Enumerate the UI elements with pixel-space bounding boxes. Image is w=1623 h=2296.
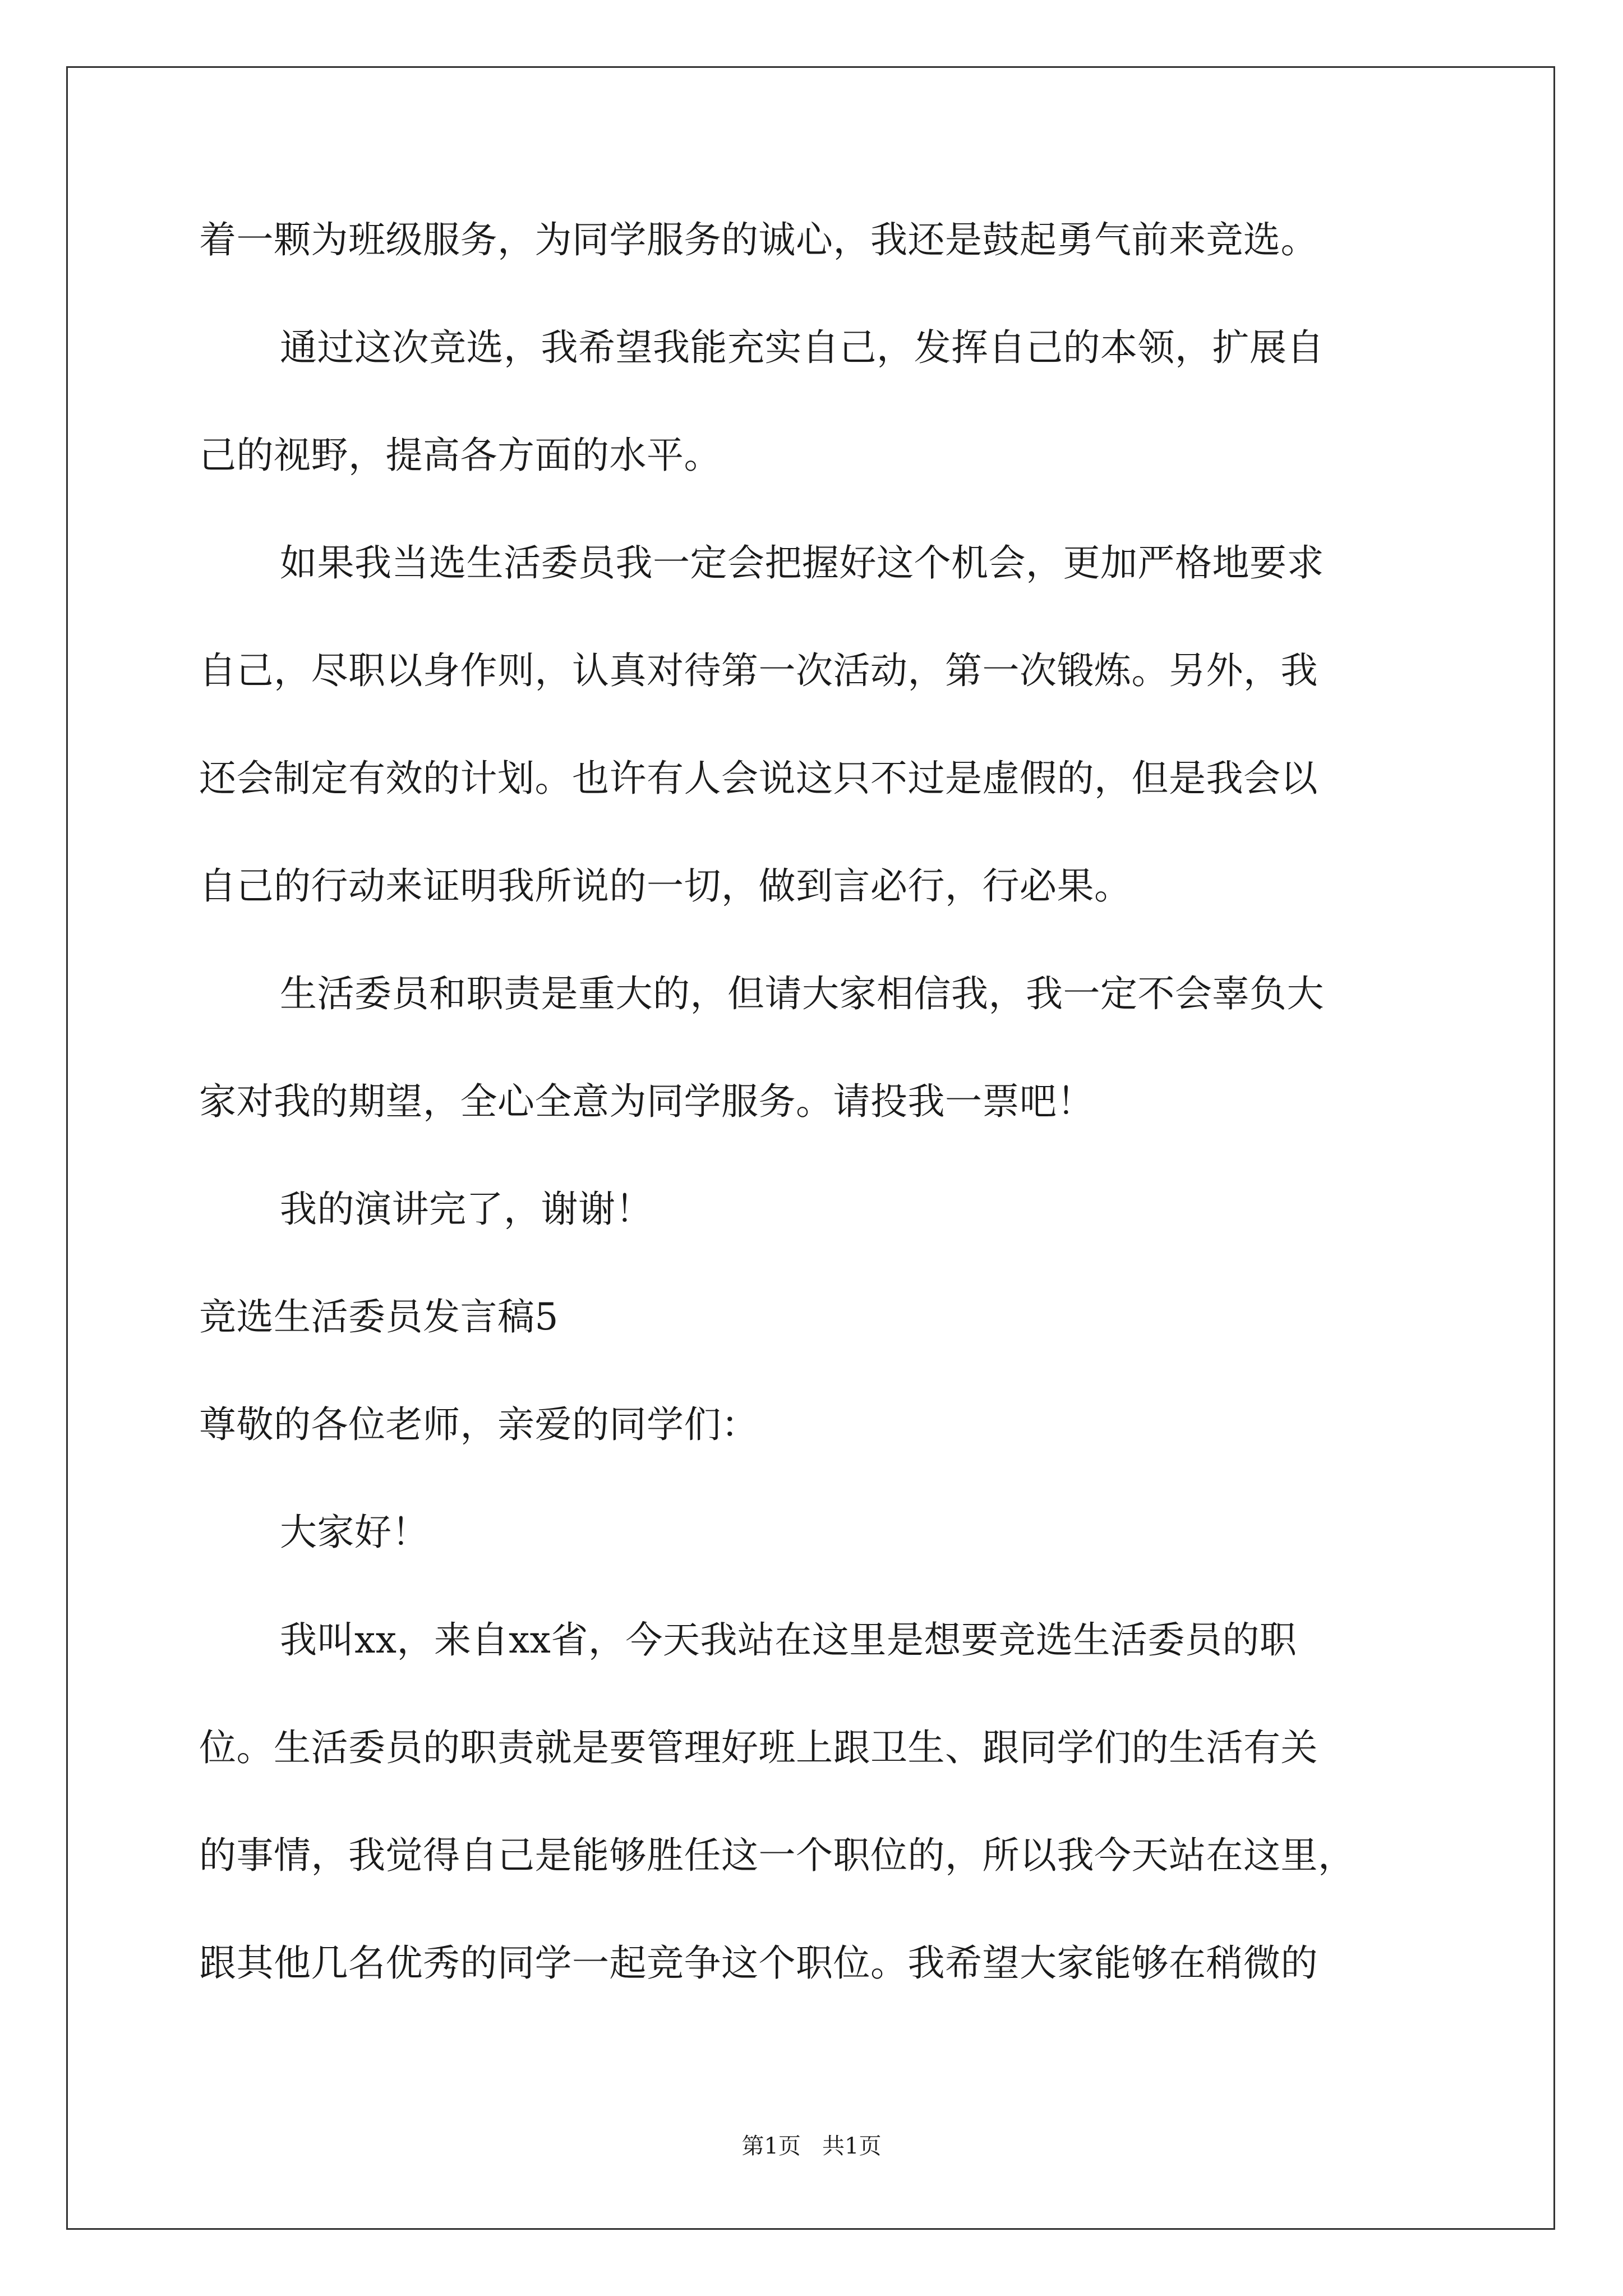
text-line: 位。生活委员的职责就是要管理好班上跟卫生、跟同学们的生活有关 [199,1726,1318,1769]
text-line: 自己的行动来证明我所说的一切，做到言必行，行必果。 [199,864,1132,908]
text-line: 还会制定有效的计划。也许有人会说这只不过是虚假的，但是我会以 [199,757,1318,800]
greeting: 大家好！ [280,1511,429,1554]
text-line: 着一颗为班级服务，为同学服务的诚心，我还是鼓起勇气前来竞选。 [199,218,1318,261]
paragraph-start: 如果我当选生活委员我一定会把握好这个机会，更加严格地要求 [280,541,1324,585]
salutation: 尊敬的各位老师，亲爱的同学们： [199,1403,759,1446]
page-number-footer: 第1页 共1页 [741,2133,882,2159]
paragraph-start: 我的演讲完了，谢谢！ [280,1188,653,1231]
paragraph-start: 生活委员和职责是重大的，但请大家相信我，我一定不会辜负大 [280,972,1324,1015]
section-heading: 竞选生活委员发言稿5 [199,1295,559,1338]
text-line: 的事情，我觉得自己是能够胜任这一个职位的，所以我今天站在这里， [199,1834,1355,1877]
paragraph-start: 通过这次竞选，我希望我能充实自己，发挥自己的本领，扩展自 [280,326,1324,369]
paragraph-start: 我叫xx，来自xx省，今天我站在这里是想要竞选生活委员的职 [280,1618,1297,1662]
text-line: 自己，尽职以身作则，认真对待第一次活动，第一次锻炼。另外，我 [199,649,1318,692]
page-border [66,66,1555,2230]
text-line: 家对我的期望，全心全意为同学服务。请投我一票吧！ [199,1080,1094,1123]
text-line: 跟其他几名优秀的同学一起竞争这个职位。我希望大家能够在稍微的 [199,1941,1318,1985]
text-line: 己的视野，提高各方面的水平。 [199,434,721,477]
